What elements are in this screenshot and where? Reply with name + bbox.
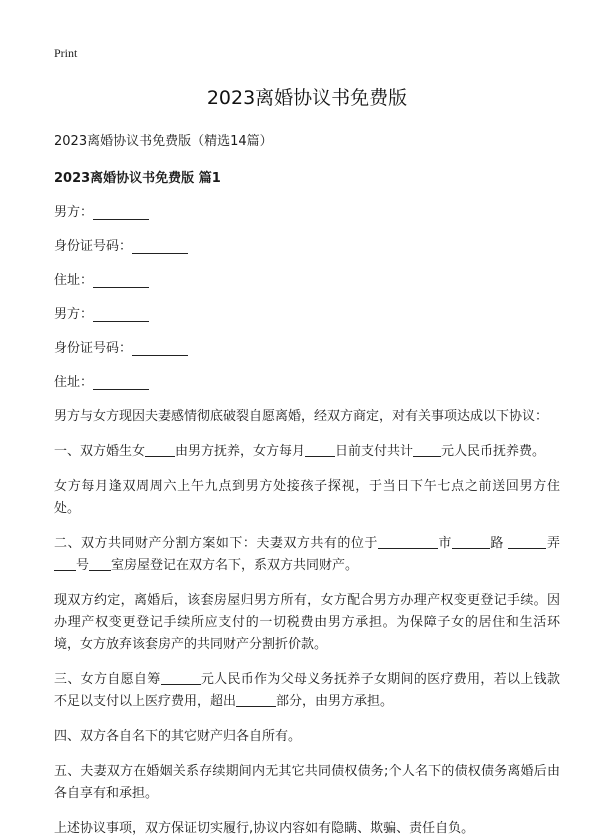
blank-line [54, 558, 76, 571]
section-heading: 2023离婚协议书免费版 篇1 [54, 171, 221, 186]
blank-line [89, 558, 111, 571]
blank-line [145, 444, 175, 457]
blank-line [378, 536, 438, 549]
blank-line [305, 444, 335, 457]
field-label: 住址： [54, 273, 94, 288]
clause-text: 由男方抚养，女方每月 [175, 444, 306, 459]
clause-text: 一、双方婚生女 [54, 444, 146, 459]
id-number-field-2 [54, 338, 560, 356]
clause-text: 室房屋登记在双方名下，系双方共同财产。 [111, 558, 359, 573]
clause-text: 部分，由男方承担。 [276, 694, 394, 709]
id-number-field-1 [54, 236, 560, 254]
field-label: 身份证号码： [54, 239, 133, 254]
clause-text: 三、女方自愿自筹 [54, 672, 161, 687]
address-field-2 [54, 372, 560, 390]
clause-1-child-custody [54, 441, 560, 463]
blank-line [93, 273, 149, 288]
document-title: 2023离婚协议书免费版 [206, 87, 408, 109]
field-label: 男方： [54, 307, 94, 322]
field-label: 住址： [54, 375, 94, 390]
property-agreement-paragraph: 现双方约定，离婚后，该套房屋归男方所有，女方配合男方办理产权变更登记手续。因办理产权变更登记手续所应支付的一切税费由男方承担。为保障子女的居住和生活环境，女方放弃该套房产的共同财产分割折价款。 [54, 593, 560, 652]
blank-line [132, 239, 188, 254]
clause-4-own-property: 四、双方各自名下的其它财产归各自所有。 [54, 729, 302, 744]
document-subtitle: 2023离婚协议书免费版（精选14篇） [54, 134, 273, 149]
clause-text: 日前支付共计 [335, 444, 414, 459]
field-label: 男方： [54, 205, 94, 220]
male-party-field-1 [54, 202, 560, 220]
field-label: 身份证号码： [54, 341, 133, 356]
blank-line [236, 694, 276, 707]
blank-line [93, 205, 149, 220]
clause-5-debts: 五、夫妻双方在婚姻关系存续期间内无其它共同债权债务;个人名下的债权债务离婚后由各自享有和承担。 [54, 764, 560, 801]
print-label[interactable]: Print [54, 46, 78, 60]
clause-text: 市 [437, 536, 452, 551]
address-field-1 [54, 270, 560, 288]
visitation-paragraph: 女方每月逢双周周六上午九点到男方处接孩子探视，于当日下午七点之前送回男方住处。 [54, 479, 560, 516]
clause-text: 路 [489, 536, 504, 551]
blank-line [93, 307, 149, 322]
clause-text: 元人民币作为父母义务抚养子女期间的医疗费用，若以上钱款不足以支付以上医疗费用，超出 [54, 672, 560, 709]
blank-line [132, 341, 188, 356]
clause-text: 弄 [546, 536, 560, 551]
male-party-field-2 [54, 304, 560, 322]
intro-paragraph: 男方与女方现因夫妻感情彻底破裂自愿离婚，经双方商定，对有关事项达成以下协议： [54, 409, 549, 424]
clause-text: 号 [76, 558, 90, 573]
clause-2-property [54, 533, 560, 577]
clause-3-medical [54, 669, 560, 713]
blank-line [413, 444, 441, 457]
blank-line [93, 375, 149, 390]
blank-line [452, 536, 490, 549]
blank-line [161, 672, 201, 685]
clause-text: 二、双方共同财产分割方案如下：夫妻双方共有的位于 [54, 536, 378, 551]
clause-text: 元人民币抚养费。 [441, 444, 546, 459]
blank-line [508, 536, 546, 549]
closing-paragraph: 上述协议事项，双方保证切实履行,协议内容如有隐瞒、欺骗、责任自负。 [54, 821, 475, 836]
